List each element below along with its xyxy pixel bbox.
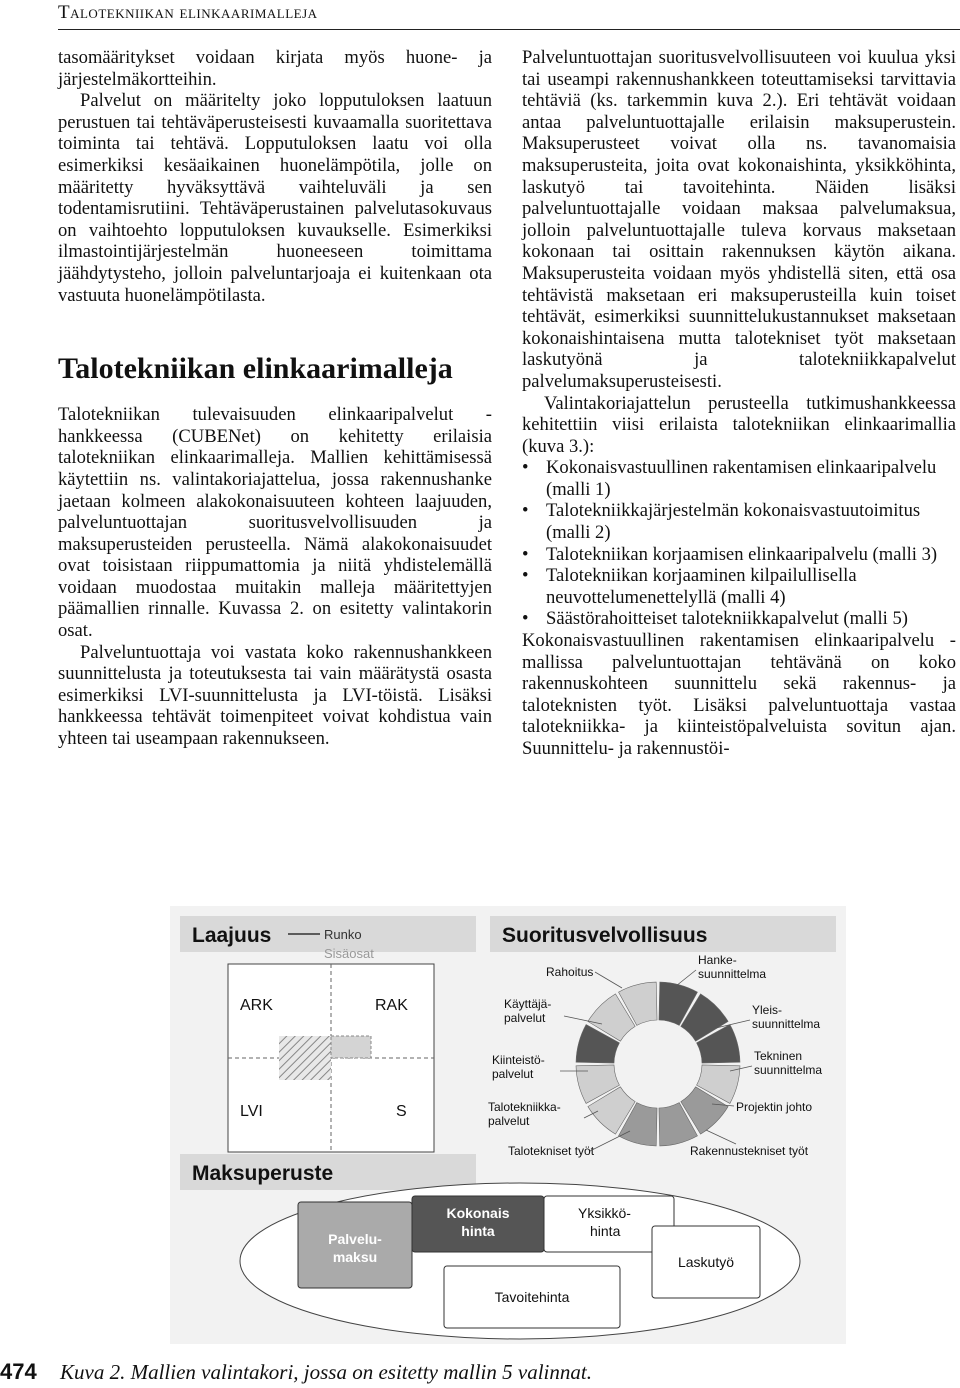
list-item: • Talotekniikan korjaaminen kilpailullisella neuvottelumenettelyllä (malli 4) (522, 565, 956, 608)
paragraph: Palveluntuottaja voi vastata koko rakennushankkeen suunnittelusta ja toteutuksesta tai vain määrätystä osasta esimerkiksi LVI-suunnittelusta ja LVI-töistä. Lisäksi hankkeessa tehtävät toimenpiteet voivat kohdistua vain yhteen tai useampaan rakennukseen. (58, 641, 492, 750)
maksu-title: Maksuperuste (192, 1162, 334, 1185)
paragraph: Palveluntuottajan suoritusvelvollisuuteen voi kuulua yksi tai useampi rakennushankkeen toteuttamiseksi tarvittavia tehtäviä (ks. tarkemmin kuva 2.). Eri tehtävät voidaan antaa palveluntuottajalle erilaisin maksuperustein. Maksuperusteet voivat olla ns. tavanomaisia maksuperusteita, joita ovat kokonaishinta, yksikköhinta, laskutyö tai tavoitehinta. Näiden lisäksi palveluntuottajalle voidaan maksaa palvelumaksua, jolloin palveluntuottajalle tuleva korvaus maksetaan kokonaan tai osittain rakennuksen käytön aikana. Maksuperusteita voidaan myös yhdistellä siten, että osa tehtävistä maksetaan eri maksuperusteilla kuin toiset tehtävät, esimerkiksi suunnittelukustannukset maksetaan kokonaishintaisena mutta talotekniset työt maksetaan laskutyönä ja talotekniikkapalvelut palvelumaksuperusteisesti. (522, 47, 956, 392)
paragraph: tasomääritykset voidaan kirjata myös huone- ja järjestelmäkortteihin. (58, 47, 492, 90)
task-label: palvelut (504, 1011, 546, 1025)
payment-label: Yksikkö- (578, 1205, 631, 1221)
suoritus-title: Suoritusvelvollisuus (502, 924, 708, 947)
paragraph: Valintakoriajattelun perusteella tutkimushankkeessa kehitettiin viisi erilaista talotekniikan elinkaarimallia (kuva 3.): (522, 392, 956, 457)
section-heading: Talotekniikan elinkaarimalleja (58, 352, 453, 386)
task-label: Kiinteistö- (492, 1053, 545, 1067)
laajuus-hatched-area (279, 1036, 331, 1080)
laajuus-title: Laajuus (192, 924, 272, 947)
task-label: Käyttäjä- (504, 997, 552, 1011)
task-label: Rakennustekniset työt (690, 1144, 809, 1158)
payment-label: hinta (590, 1223, 621, 1239)
task-label: Hanke- (698, 953, 737, 967)
quadrant-s: S (396, 1103, 407, 1120)
running-header: Talotekniikan elinkaarimalleja (58, 2, 318, 23)
payment-label: Kokonais (446, 1205, 510, 1221)
task-label: Rahoitus (546, 965, 594, 979)
task-label: Talotekniikka- (488, 1100, 561, 1114)
task-label: Tekninen (754, 1049, 803, 1063)
right-column (522, 47, 956, 760)
donut-center (615, 1021, 701, 1107)
page-number: 474 (0, 1359, 37, 1384)
payment-label: maksu (332, 1249, 378, 1265)
list-item: • Talotekniikkajärjestelmän kokonaisvastuutoimitus (malli 2) (522, 500, 956, 543)
sisaosat-legend-label: Sisäosat (324, 946, 374, 961)
payment-label: Laskutyö (677, 1254, 735, 1270)
laajuus-selection-area (331, 1036, 371, 1058)
task-label: palvelut (492, 1067, 534, 1081)
task-label: suunnittelma (752, 1017, 821, 1031)
list-item: • Säästörahoitteiset talotekniikkapalvelut (malli 5) (522, 608, 956, 630)
task-label: suunnittelma (698, 967, 767, 981)
list-item: • Talotekniikan korjaamisen elinkaaripalvelu (malli 3) (522, 544, 956, 566)
runko-legend-label: Runko (324, 927, 362, 942)
quadrant-rak: RAK (375, 997, 408, 1014)
selection-basket-figure (170, 906, 846, 1344)
figure-caption: Kuva 2. Mallien valintakori, jossa on esitetty mallin 5 valinnat. (60, 1360, 592, 1384)
payment-label: hinta (461, 1223, 495, 1239)
quadrant-lvi: LVI (240, 1103, 263, 1120)
task-label: Projektin johto (736, 1100, 813, 1114)
paragraph: Talotekniikan tulevaisuuden elinkaaripalvelut -hankkeessa (CUBENet) on kehitetty erilaisia talotekniikan elinkaarimalleja. Mallien kehittämisessä käytettiin ns. valintakoriajattelua, jossa rakennushanke jaetaan kolmeen alakokonaisuuteen kohteen laajuuden, palveluntuottajan suoritusvelvollisuuden ja maksuperusteiden perusteella. Nämä alakokonaisuudet ovat toisistaan riippumattomia ja niitä yhdistelemällä voidaan muodostaa muitakin malleja määritettyjen päämallien rinnalle. Kuvassa 2. on esitetty valintakorin osat. (58, 404, 492, 642)
list-item: • Kokonaisvastuullinen rakentamisen elinkaaripalvelu (malli 1) (522, 457, 956, 500)
left-column (58, 47, 492, 750)
payment-label: Palvelu- (328, 1231, 382, 1247)
task-label: palvelut (488, 1114, 530, 1128)
header-rule (58, 29, 960, 30)
task-label: Yleis- (752, 1003, 783, 1017)
paragraph: Kokonaisvastuullinen rakentamisen elinkaaripalvelu -mallissa palveluntuottajan tehtävänä on koko rakennuskohteen suunnittelu sekä rakennus- ja taloteknisten työt. Lisäksi palveluntuottaja vastaa talotekniikka- ja kiinteistöpalveluista sovitun ajan. Suunnittelu- ja rakennustöi- (522, 630, 956, 759)
task-label: suunnittelma (754, 1063, 823, 1077)
model-list (522, 457, 956, 630)
paragraph: Palvelut on määritelty joko lopputuloksen laatuun perustuen tai tehtäväperusteisesti kuvaamalla suoritettava toiminta tai tehtävä. Lopputuloksen laatu voi olla esimerkiksi kesäaikainen huonelämpötila, jolle on määritetty hyväksyttävä vaihteluväli ja sen todentamisrutiini. Tehtäväperustainen palvelutasokuvaus on vaihtoehto lopputuloksen kuvaukselle. Esimerkiksi ilmastointijärjestelmän huoneeseen toimittama jäähdytysteho, jolloin palveluntarjoaja ei kuitenkaan ota vastuuta huonelämpötilasta. (58, 90, 492, 306)
quadrant-ark: ARK (240, 997, 273, 1014)
payment-label: Tavoitehinta (494, 1289, 570, 1305)
task-label: Talotekniset työt (508, 1144, 595, 1158)
